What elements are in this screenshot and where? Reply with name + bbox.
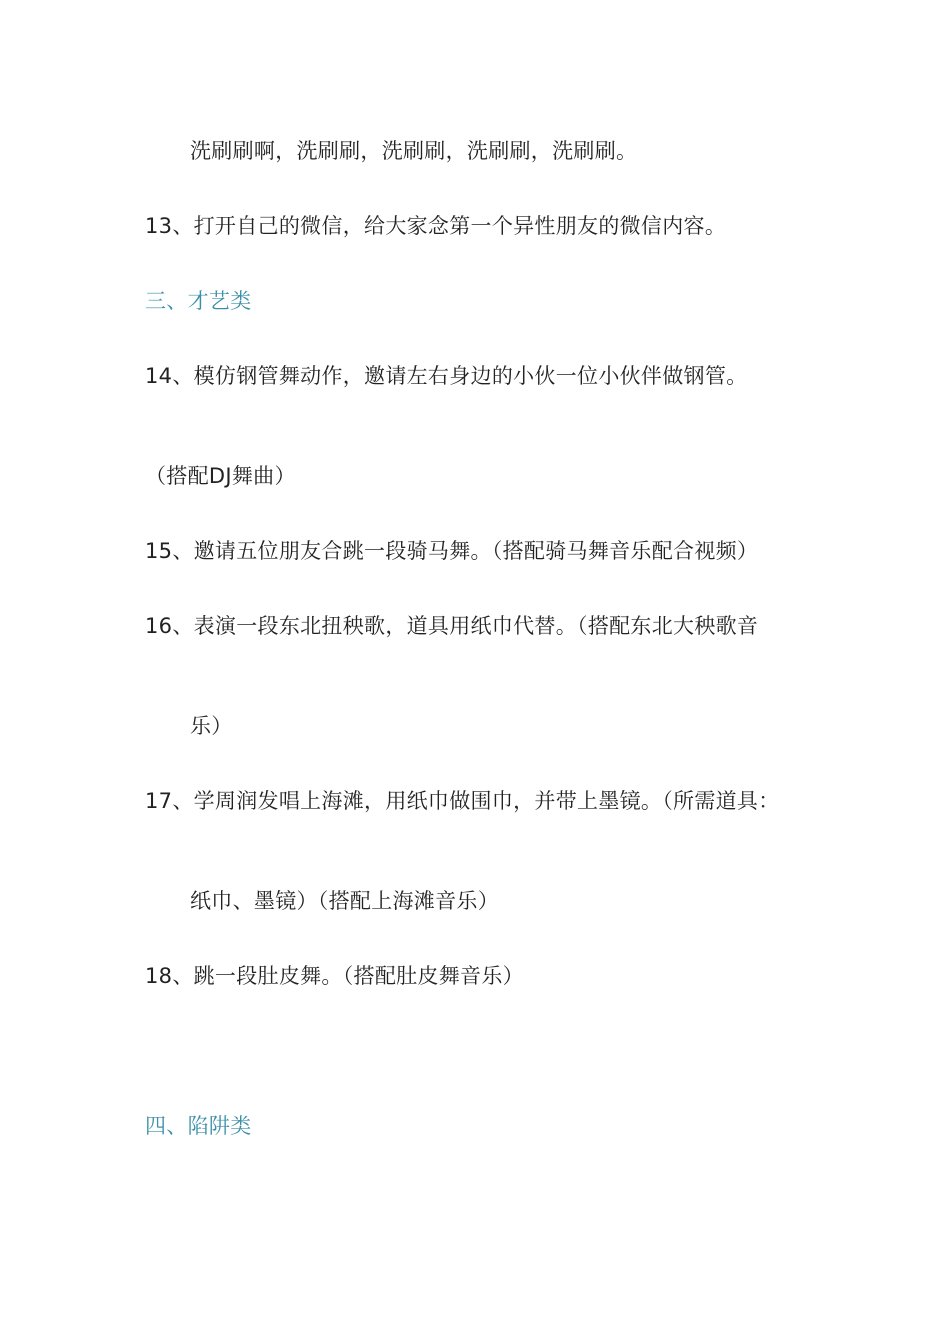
section-heading-talent: 三、才艺类 [145,289,252,313]
item-15: 15、邀请五位朋友合跳一段骑马舞。（搭配骑马舞音乐配合视频） [145,539,759,563]
item-14-note: （搭配DJ舞曲） [145,464,296,488]
item-18: 18、跳一段肚皮舞。（搭配肚皮舞音乐） [145,964,524,988]
item-16-continuation: 乐） [190,714,233,738]
item-17-continuation: 纸巾、墨镜）（搭配上海滩音乐） [190,889,499,913]
section-heading-trap: 四、陷阱类 [145,1114,252,1138]
item-13: 13、打开自己的微信，给大家念第一个异性朋友的微信内容。 [145,214,727,238]
item-17: 17、学周润发唱上海滩，用纸巾做围巾，并带上墨镜。（所需道具： [145,789,780,813]
text-line-continuation: 洗刷刷啊，洗刷刷，洗刷刷，洗刷刷，洗刷刷。 [190,139,638,163]
item-16: 16、表演一段东北扭秧歌，道具用纸巾代替。（搭配东北大秧歌音 [145,614,759,638]
item-14: 14、模仿钢管舞动作，邀请左右身边的小伙一位小伙伴做钢管。 [145,364,748,388]
